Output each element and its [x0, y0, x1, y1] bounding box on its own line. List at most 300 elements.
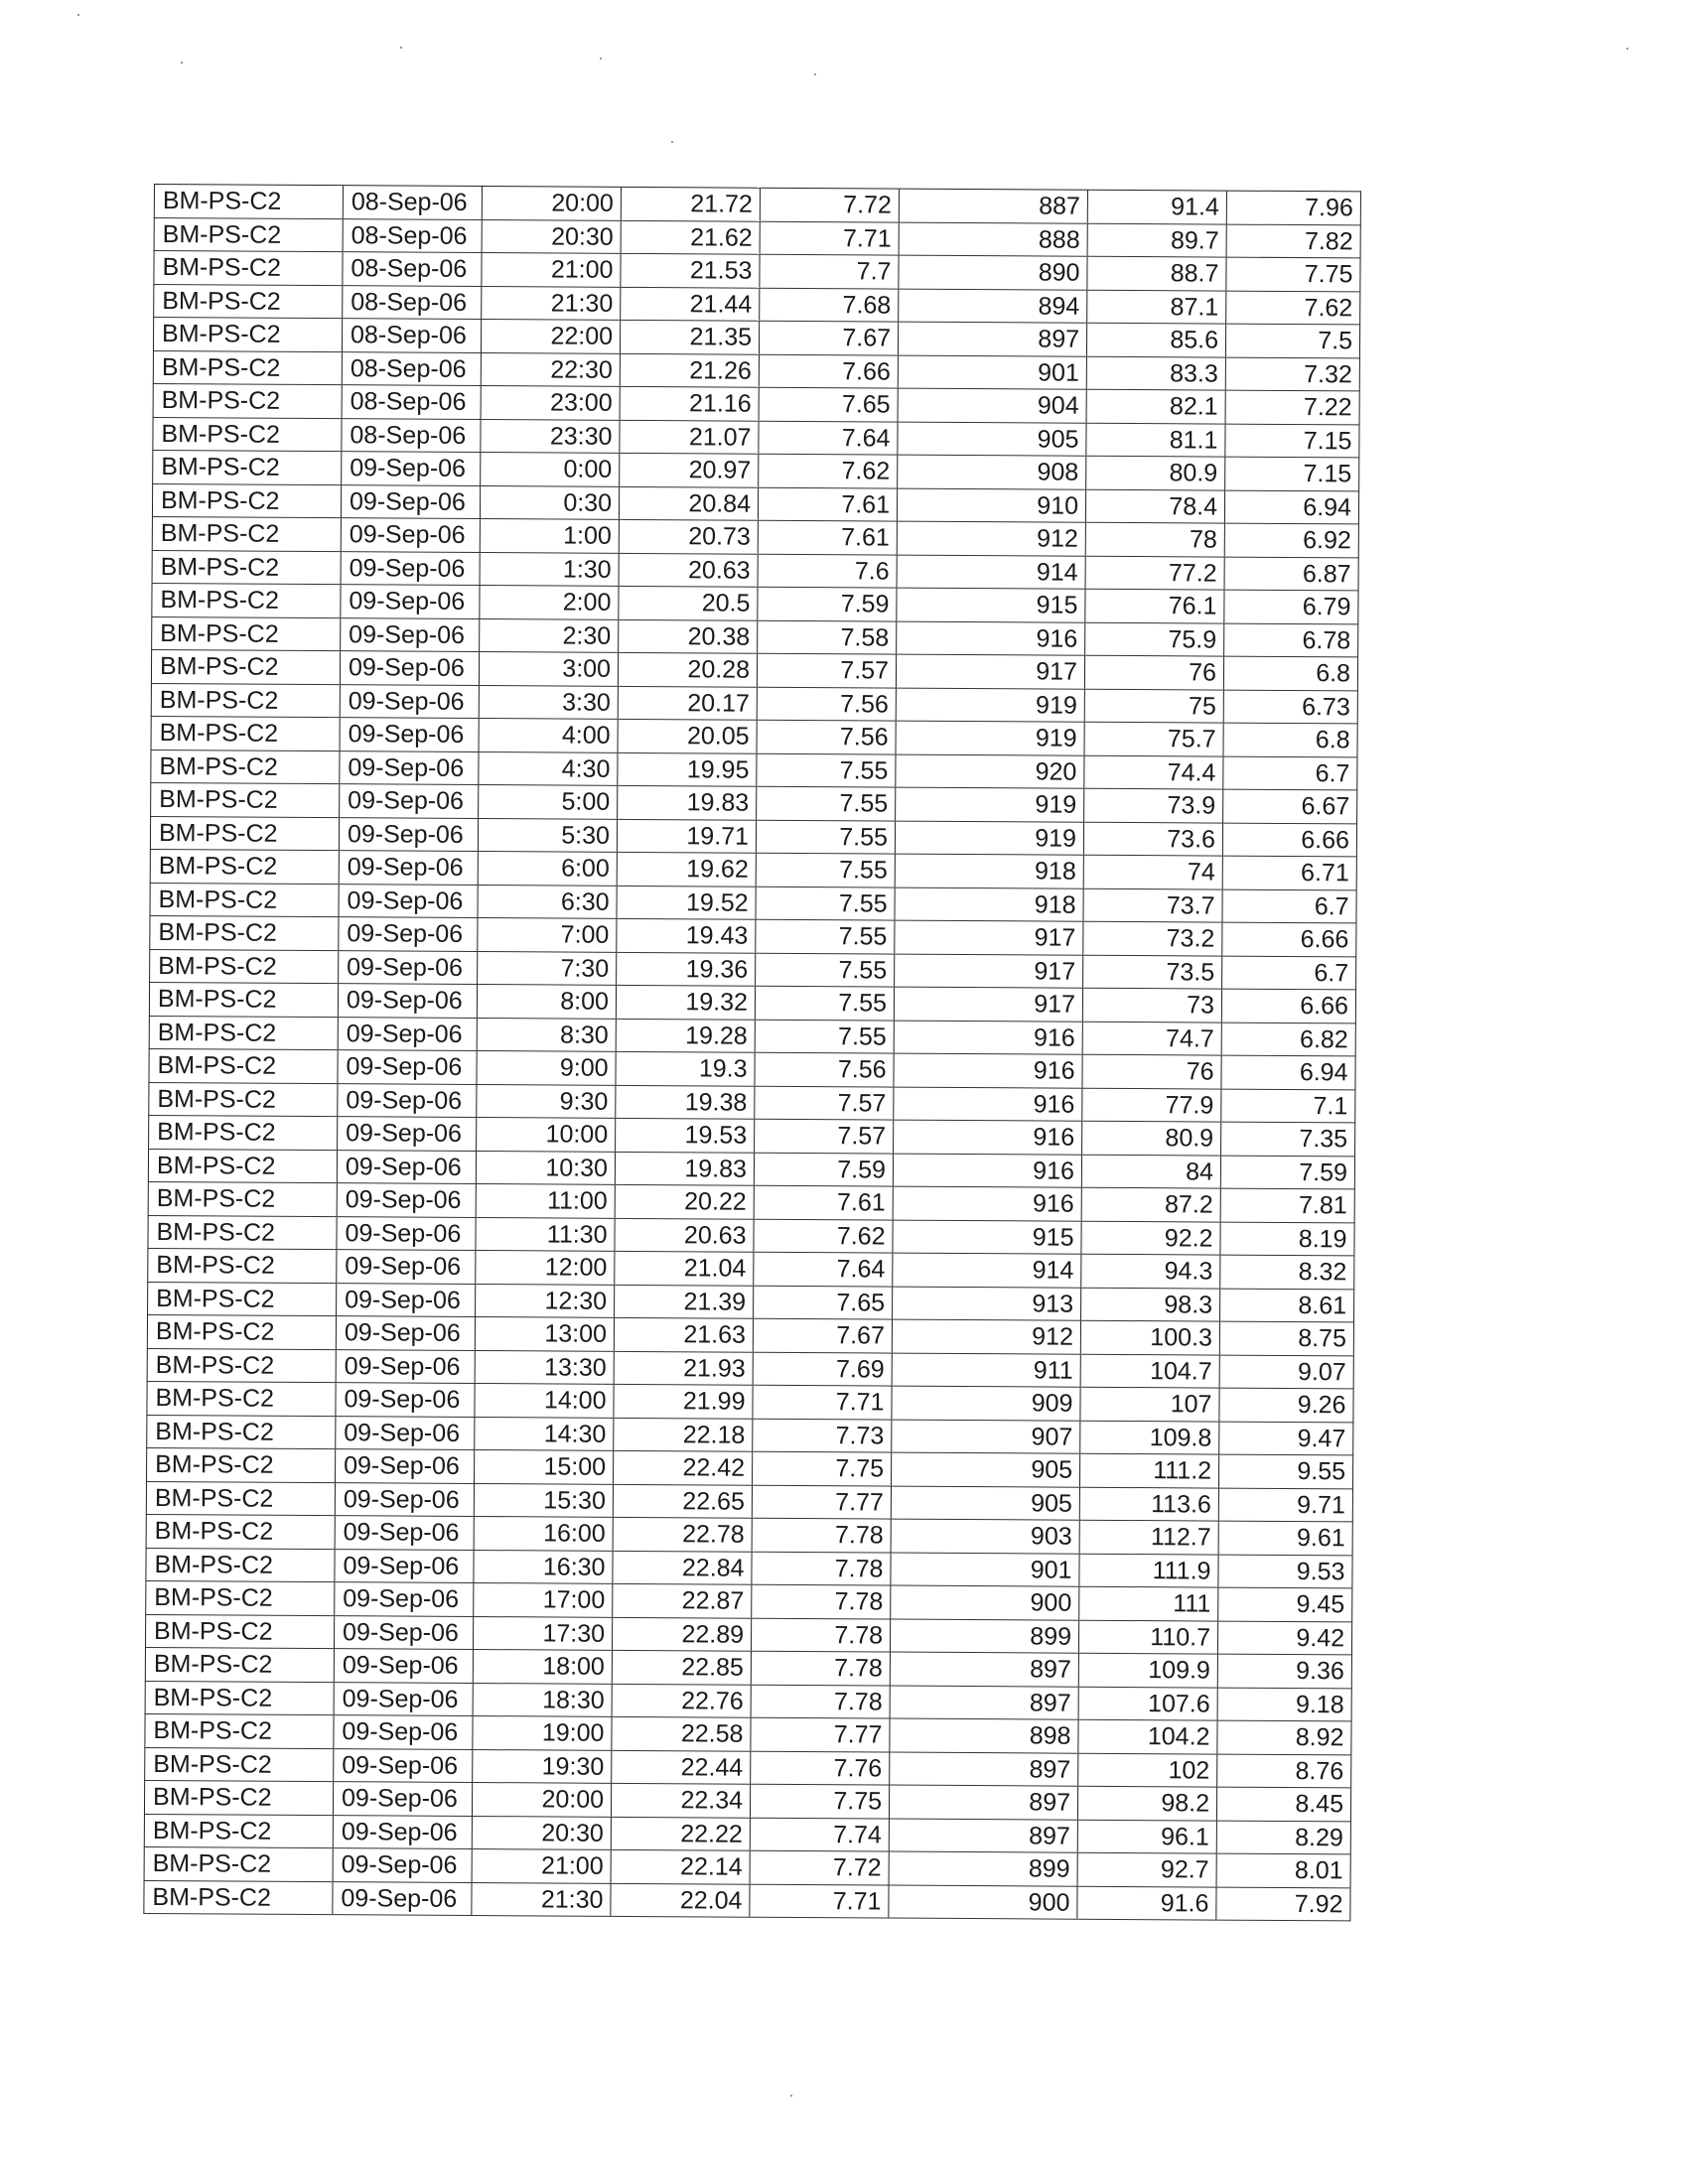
cell-time: 20:30: [482, 219, 621, 253]
cell-date: 09-Sep-06: [337, 1183, 476, 1217]
cell-ph: 7.69: [753, 1352, 892, 1386]
cell-ph: 7.76: [751, 1751, 890, 1785]
cell-do-percent: 76.1: [1085, 589, 1224, 622]
cell-date: 09-Sep-06: [334, 1615, 473, 1649]
cell-time: 0:30: [480, 485, 619, 519]
cell-do-percent: 74.4: [1084, 755, 1223, 789]
cell-do-percent: 92.2: [1081, 1221, 1220, 1255]
cell-site: BM-PS-C2: [144, 1846, 333, 1881]
cell-time: 16:30: [474, 1550, 613, 1583]
cell-do-percent: 75: [1084, 689, 1223, 723]
cell-site: BM-PS-C2: [151, 782, 340, 817]
cell-conductivity: 916: [894, 1021, 1082, 1055]
cell-do-percent: 73.9: [1084, 788, 1223, 822]
cell-do-mg-l: 6.66: [1222, 823, 1356, 857]
cell-do-percent: 73.5: [1083, 955, 1222, 989]
cell-site: BM-PS-C2: [147, 1348, 336, 1383]
cell-time: 6:00: [478, 852, 617, 886]
cell-conductivity: 909: [892, 1386, 1080, 1421]
cell-do-mg-l: 6.87: [1224, 557, 1358, 591]
cell-temperature: 19.83: [615, 1152, 754, 1185]
cell-temperature: 20.38: [619, 619, 758, 653]
data-table-region: [143, 184, 1360, 1921]
cell-time: 13:00: [475, 1316, 614, 1350]
cell-time: 18:30: [473, 1683, 612, 1716]
cell-site: BM-PS-C2: [144, 1880, 333, 1915]
cell-site: BM-PS-C2: [151, 649, 340, 684]
cell-do-mg-l: 7.15: [1225, 424, 1359, 458]
cell-conductivity: 919: [896, 787, 1084, 822]
cell-temperature: 19.52: [617, 886, 756, 919]
cell-temperature: 20.28: [618, 652, 757, 686]
cell-do-mg-l: 8.76: [1217, 1754, 1351, 1788]
cell-do-percent: 77.9: [1082, 1088, 1221, 1122]
cell-date: 09-Sep-06: [339, 851, 478, 885]
cell-ph: 7.55: [756, 820, 895, 854]
cell-site: BM-PS-C2: [148, 1215, 337, 1250]
cell-do-mg-l: 6.71: [1222, 856, 1356, 889]
cell-date: 09-Sep-06: [336, 1449, 475, 1483]
cell-do-percent: 87.1: [1087, 290, 1226, 324]
cell-date: 09-Sep-06: [336, 1416, 475, 1449]
cell-time: 15:30: [474, 1483, 613, 1517]
cell-date: 09-Sep-06: [336, 1349, 475, 1383]
cell-site: BM-PS-C2: [154, 284, 343, 319]
cell-do-mg-l: 8.01: [1216, 1853, 1350, 1887]
cell-date: 09-Sep-06: [335, 1482, 474, 1516]
cell-time: 21:00: [482, 253, 621, 287]
cell-date: 09-Sep-06: [337, 1283, 476, 1316]
cell-do-mg-l: 6.8: [1223, 723, 1357, 756]
cell-time: 22:30: [481, 352, 620, 386]
cell-conductivity: 917: [895, 920, 1083, 955]
cell-do-mg-l: 6.73: [1223, 690, 1357, 724]
cell-do-mg-l: 9.71: [1218, 1488, 1352, 1522]
scan-speck: [814, 73, 816, 75]
cell-time: 20:30: [472, 1816, 611, 1849]
cell-conductivity: 911: [892, 1353, 1080, 1388]
cell-conductivity: 897: [898, 322, 1086, 356]
cell-do-percent: 102: [1078, 1753, 1217, 1787]
cell-temperature: 20.5: [619, 586, 758, 619]
cell-conductivity: 917: [895, 954, 1083, 989]
cell-date: 09-Sep-06: [339, 917, 478, 951]
cell-do-mg-l: 9.42: [1217, 1621, 1351, 1655]
cell-do-percent: 74: [1083, 855, 1222, 888]
cell-time: 18:00: [473, 1649, 612, 1683]
cell-conductivity: 917: [896, 654, 1084, 689]
cell-conductivity: 903: [891, 1519, 1079, 1554]
cell-do-mg-l: 6.7: [1222, 889, 1356, 923]
cell-temperature: 21.63: [614, 1317, 753, 1351]
cell-date: 09-Sep-06: [338, 1083, 477, 1117]
cell-do-percent: 107: [1080, 1387, 1219, 1421]
cell-temperature: 21.07: [620, 420, 759, 454]
cell-do-percent: 89.7: [1087, 223, 1226, 257]
cell-do-mg-l: 9.07: [1219, 1355, 1353, 1389]
cell-conductivity: 916: [894, 1087, 1082, 1122]
cell-date: 09-Sep-06: [334, 1715, 473, 1749]
cell-ph: 7.72: [760, 188, 899, 221]
cell-conductivity: 915: [897, 588, 1085, 622]
cell-conductivity: 890: [899, 255, 1087, 290]
cell-ph: 7.66: [759, 354, 898, 388]
cell-temperature: 22.76: [612, 1684, 751, 1717]
cell-do-percent: 77.2: [1085, 556, 1224, 590]
cell-conductivity: 907: [892, 1420, 1080, 1454]
cell-temperature: 20.63: [615, 1218, 754, 1252]
cell-do-mg-l: 6.8: [1223, 656, 1357, 690]
cell-site: BM-PS-C2: [145, 1713, 334, 1748]
cell-conductivity: 919: [896, 688, 1084, 723]
cell-site: BM-PS-C2: [153, 417, 342, 452]
cell-do-percent: 75.7: [1084, 722, 1223, 755]
cell-conductivity: 898: [890, 1718, 1078, 1753]
cell-do-percent: 78.4: [1085, 489, 1224, 523]
cell-conductivity: 916: [893, 1186, 1081, 1221]
cell-do-percent: 110.7: [1078, 1620, 1217, 1654]
cell-do-percent: 84: [1081, 1155, 1220, 1188]
cell-date: 09-Sep-06: [333, 1815, 472, 1848]
cell-ph: 7.72: [750, 1850, 889, 1884]
cell-site: BM-PS-C2: [152, 583, 341, 617]
cell-date: 09-Sep-06: [333, 1881, 472, 1915]
cell-temperature: 19.95: [618, 752, 757, 786]
cell-time: 17:30: [473, 1616, 612, 1650]
cell-date: 09-Sep-06: [335, 1516, 474, 1550]
cell-date: 09-Sep-06: [334, 1748, 473, 1782]
cell-conductivity: 912: [892, 1319, 1080, 1354]
cell-site: BM-PS-C2: [147, 1415, 336, 1449]
cell-ph: 7.65: [754, 1286, 893, 1319]
cell-time: 21:00: [472, 1848, 611, 1882]
cell-ph: 7.55: [756, 919, 895, 953]
cell-do-percent: 73: [1082, 988, 1221, 1022]
cell-time: 9:30: [477, 1084, 616, 1118]
cell-site: BM-PS-C2: [149, 1016, 338, 1050]
cell-ph: 7.64: [754, 1252, 893, 1286]
cell-date: 09-Sep-06: [340, 784, 479, 818]
cell-site: BM-PS-C2: [145, 1681, 334, 1715]
cell-temperature: 22.42: [614, 1450, 753, 1484]
cell-ph: 7.62: [754, 1219, 893, 1253]
cell-site: BM-PS-C2: [154, 185, 343, 219]
cell-do-percent: 94.3: [1081, 1254, 1220, 1288]
cell-do-mg-l: 6.78: [1224, 623, 1358, 657]
cell-date: 09-Sep-06: [340, 651, 479, 685]
cell-do-mg-l: 6.66: [1221, 989, 1355, 1023]
cell-do-percent: 76: [1084, 655, 1223, 689]
cell-temperature: 22.44: [612, 1750, 751, 1784]
cell-do-mg-l: 7.62: [1226, 291, 1360, 325]
cell-temperature: 22.65: [613, 1484, 752, 1518]
cell-date: 09-Sep-06: [333, 1782, 472, 1816]
cell-conductivity: 920: [896, 754, 1084, 789]
cell-site: BM-PS-C2: [149, 1115, 338, 1150]
cell-time: 12:00: [476, 1250, 615, 1284]
cell-date: 08-Sep-06: [343, 252, 482, 286]
cell-do-percent: 91.4: [1087, 190, 1226, 223]
cell-temperature: 20.05: [618, 719, 757, 752]
cell-date: 09-Sep-06: [339, 817, 478, 851]
scan-speck: [790, 2095, 792, 2097]
scan-speck: [77, 14, 79, 16]
cell-temperature: 22.18: [614, 1418, 753, 1451]
cell-ph: 7.56: [757, 720, 896, 753]
cell-do-mg-l: 7.15: [1225, 457, 1359, 490]
cell-site: BM-PS-C2: [148, 1248, 337, 1283]
cell-temperature: 21.93: [614, 1351, 753, 1385]
cell-do-mg-l: 7.22: [1225, 390, 1359, 424]
cell-ph: 7.77: [752, 1485, 891, 1519]
cell-site: BM-PS-C2: [150, 949, 339, 984]
cell-site: BM-PS-C2: [153, 383, 342, 418]
cell-temperature: 22.87: [613, 1583, 752, 1617]
cell-site: BM-PS-C2: [148, 1181, 337, 1216]
cell-ph: 7.67: [753, 1318, 892, 1352]
measurement-table: [143, 184, 1361, 1921]
cell-site: BM-PS-C2: [147, 1381, 336, 1416]
cell-conductivity: 916: [897, 621, 1085, 656]
cell-date: 09-Sep-06: [340, 718, 479, 751]
cell-do-percent: 111.9: [1079, 1554, 1218, 1587]
cell-ph: 7.56: [755, 1052, 894, 1086]
cell-do-percent: 109.8: [1080, 1421, 1219, 1454]
cell-date: 09-Sep-06: [340, 751, 479, 784]
cell-do-mg-l: 9.36: [1217, 1654, 1351, 1688]
cell-conductivity: 897: [889, 1819, 1077, 1853]
cell-do-percent: 87.2: [1081, 1187, 1220, 1221]
cell-do-percent: 98.2: [1077, 1786, 1216, 1820]
cell-time: 9:00: [477, 1051, 616, 1085]
cell-ph: 7.55: [755, 1020, 894, 1053]
cell-site: BM-PS-C2: [149, 1082, 338, 1117]
cell-ph: 7.78: [752, 1584, 891, 1618]
cell-ph: 7.7: [760, 254, 899, 288]
cell-temperature: 22.84: [613, 1551, 752, 1584]
cell-do-percent: 113.6: [1079, 1487, 1218, 1521]
cell-do-percent: 78: [1085, 522, 1224, 556]
cell-site: BM-PS-C2: [145, 1614, 334, 1649]
cell-date: 08-Sep-06: [342, 385, 481, 419]
scan-speck: [671, 141, 673, 143]
cell-site: BM-PS-C2: [153, 350, 342, 385]
cell-do-mg-l: 6.66: [1222, 922, 1356, 956]
cell-conductivity: 897: [890, 1752, 1078, 1787]
cell-time: 20:00: [472, 1782, 611, 1816]
cell-date: 09-Sep-06: [338, 1117, 477, 1151]
cell-conductivity: 897: [890, 1686, 1078, 1720]
cell-site: BM-PS-C2: [152, 483, 341, 518]
cell-do-mg-l: 7.96: [1226, 191, 1360, 224]
cell-conductivity: 916: [894, 1053, 1082, 1088]
cell-ph: 7.71: [753, 1385, 892, 1419]
cell-conductivity: 905: [891, 1486, 1079, 1521]
cell-time: 15:00: [475, 1449, 614, 1483]
cell-do-mg-l: 6.94: [1224, 490, 1358, 524]
cell-conductivity: 905: [898, 422, 1086, 457]
cell-time: 0:00: [481, 453, 620, 486]
cell-site: BM-PS-C2: [150, 816, 339, 851]
cell-conductivity: 894: [899, 289, 1087, 324]
cell-temperature: 21.04: [615, 1251, 754, 1285]
cell-do-percent: 73.2: [1083, 921, 1222, 955]
cell-do-mg-l: 6.82: [1221, 1023, 1355, 1056]
cell-do-mg-l: 9.26: [1219, 1388, 1353, 1422]
cell-do-mg-l: 7.82: [1226, 224, 1360, 258]
cell-temperature: 22.22: [611, 1817, 750, 1850]
cell-do-mg-l: 7.75: [1226, 257, 1360, 291]
cell-temperature: 21.16: [620, 386, 759, 420]
cell-conductivity: 912: [897, 521, 1085, 556]
cell-do-mg-l: 6.92: [1224, 523, 1358, 557]
cell-do-mg-l: 8.45: [1216, 1787, 1350, 1821]
cell-date: 08-Sep-06: [343, 285, 482, 319]
cell-time: 11:30: [476, 1217, 615, 1251]
cell-time: 11:00: [476, 1184, 615, 1218]
cell-temperature: 20.22: [615, 1184, 754, 1218]
cell-site: BM-PS-C2: [145, 1647, 334, 1682]
cell-temperature: 19.38: [616, 1085, 755, 1119]
cell-time: 3:00: [479, 652, 618, 686]
cell-date: 09-Sep-06: [338, 1050, 477, 1084]
cell-do-percent: 88.7: [1087, 256, 1226, 290]
cell-do-percent: 109.9: [1078, 1653, 1217, 1687]
cell-do-percent: 80.9: [1086, 456, 1225, 489]
cell-do-mg-l: 7.81: [1220, 1188, 1354, 1222]
cell-date: 09-Sep-06: [334, 1649, 473, 1683]
cell-temperature: 22.85: [612, 1650, 751, 1684]
cell-date: 08-Sep-06: [343, 186, 482, 219]
cell-conductivity: 919: [895, 821, 1083, 856]
cell-ph: 7.57: [755, 1086, 894, 1120]
table-row: [144, 1880, 1350, 1921]
cell-do-percent: 112.7: [1079, 1520, 1218, 1554]
cell-ph: 7.78: [752, 1552, 891, 1585]
cell-ph: 7.61: [758, 487, 897, 521]
cell-site: BM-PS-C2: [146, 1580, 335, 1615]
cell-conductivity: 887: [899, 189, 1087, 223]
cell-conductivity: 917: [894, 987, 1082, 1022]
cell-ph: 7.61: [754, 1185, 893, 1219]
cell-time: 5:30: [478, 818, 617, 852]
table-body: [144, 185, 1361, 1921]
cell-time: 13:30: [475, 1350, 614, 1384]
cell-temperature: 21.99: [614, 1384, 753, 1418]
cell-date: 09-Sep-06: [341, 585, 480, 618]
cell-site: BM-PS-C2: [145, 1747, 334, 1782]
cell-temperature: 19.62: [617, 852, 756, 886]
cell-date: 09-Sep-06: [337, 1150, 476, 1183]
cell-time: 3:30: [479, 685, 618, 719]
cell-ph: 7.55: [756, 887, 895, 920]
cell-time: 19:30: [473, 1749, 612, 1783]
cell-do-percent: 81.1: [1086, 423, 1225, 457]
cell-site: BM-PS-C2: [147, 1447, 336, 1482]
cell-site: BM-PS-C2: [150, 849, 339, 884]
cell-time: 5:00: [479, 785, 618, 819]
cell-date: 09-Sep-06: [334, 1682, 473, 1715]
cell-time: 4:30: [479, 751, 618, 785]
cell-date: 09-Sep-06: [339, 950, 478, 984]
cell-date: 09-Sep-06: [338, 984, 477, 1018]
cell-temperature: 20.97: [620, 453, 759, 486]
cell-do-mg-l: 6.94: [1221, 1055, 1355, 1089]
cell-temperature: 19.53: [616, 1118, 755, 1152]
cell-time: 12:30: [476, 1284, 615, 1317]
cell-conductivity: 918: [895, 887, 1083, 922]
cell-ph: 7.78: [751, 1651, 890, 1685]
cell-ph: 7.71: [750, 1884, 889, 1918]
cell-time: 1:00: [480, 519, 619, 553]
cell-site: BM-PS-C2: [146, 1548, 335, 1582]
cell-time: 8:30: [477, 1018, 616, 1051]
cell-date: 09-Sep-06: [339, 884, 478, 917]
cell-time: 2:30: [480, 618, 619, 652]
cell-do-mg-l: 6.7: [1223, 756, 1357, 790]
cell-do-percent: 100.3: [1080, 1320, 1219, 1354]
cell-site: BM-PS-C2: [147, 1314, 336, 1349]
cell-site: BM-PS-C2: [151, 750, 340, 784]
cell-site: BM-PS-C2: [148, 1149, 337, 1183]
cell-time: 17:00: [474, 1582, 613, 1616]
cell-temperature: 21.62: [621, 220, 760, 254]
cell-date: 09-Sep-06: [333, 1848, 472, 1882]
cell-ph: 7.67: [759, 321, 898, 354]
cell-site: BM-PS-C2: [151, 716, 340, 751]
cell-conductivity: 908: [898, 455, 1086, 489]
cell-site: BM-PS-C2: [152, 616, 341, 651]
cell-date: 09-Sep-06: [336, 1316, 475, 1350]
cell-time: 8:00: [477, 985, 616, 1019]
cell-do-mg-l: 9.53: [1218, 1555, 1352, 1588]
cell-do-percent: 96.1: [1077, 1820, 1216, 1853]
cell-ph: 7.59: [754, 1153, 893, 1186]
cell-ph: 7.78: [751, 1618, 890, 1652]
cell-temperature: 21.26: [620, 353, 759, 387]
cell-time: 6:30: [478, 885, 617, 918]
cell-ph: 7.71: [760, 221, 899, 255]
cell-do-percent: 92.7: [1077, 1852, 1216, 1886]
cell-site: BM-PS-C2: [150, 915, 339, 950]
cell-time: 16:00: [474, 1516, 613, 1550]
cell-site: BM-PS-C2: [152, 516, 341, 551]
cell-temperature: 22.04: [611, 1883, 750, 1917]
cell-temperature: 20.84: [619, 486, 758, 520]
cell-do-mg-l: 9.61: [1218, 1521, 1352, 1555]
cell-do-mg-l: 9.18: [1217, 1688, 1351, 1721]
cell-conductivity: 900: [891, 1585, 1079, 1620]
cell-ph: 7.57: [755, 1119, 894, 1153]
cell-do-percent: 73.7: [1083, 888, 1222, 922]
cell-temperature: 22.58: [612, 1716, 751, 1750]
cell-do-mg-l: 7.1: [1221, 1089, 1355, 1123]
cell-ph: 7.75: [753, 1451, 892, 1485]
cell-temperature: 20.73: [619, 519, 758, 553]
cell-ph: 7.78: [751, 1685, 890, 1718]
cell-ph: 7.61: [758, 520, 897, 554]
cell-time: 4:00: [479, 719, 618, 752]
cell-date: 08-Sep-06: [342, 319, 481, 352]
cell-site: BM-PS-C2: [148, 1282, 337, 1316]
cell-do-percent: 83.3: [1086, 356, 1225, 390]
cell-site: BM-PS-C2: [144, 1814, 333, 1848]
cell-conductivity: 916: [893, 1154, 1081, 1188]
cell-do-mg-l: 6.67: [1223, 789, 1357, 823]
cell-do-percent: 73.6: [1083, 822, 1222, 856]
cell-do-percent: 80.9: [1082, 1121, 1221, 1155]
cell-do-mg-l: 8.32: [1220, 1255, 1354, 1289]
